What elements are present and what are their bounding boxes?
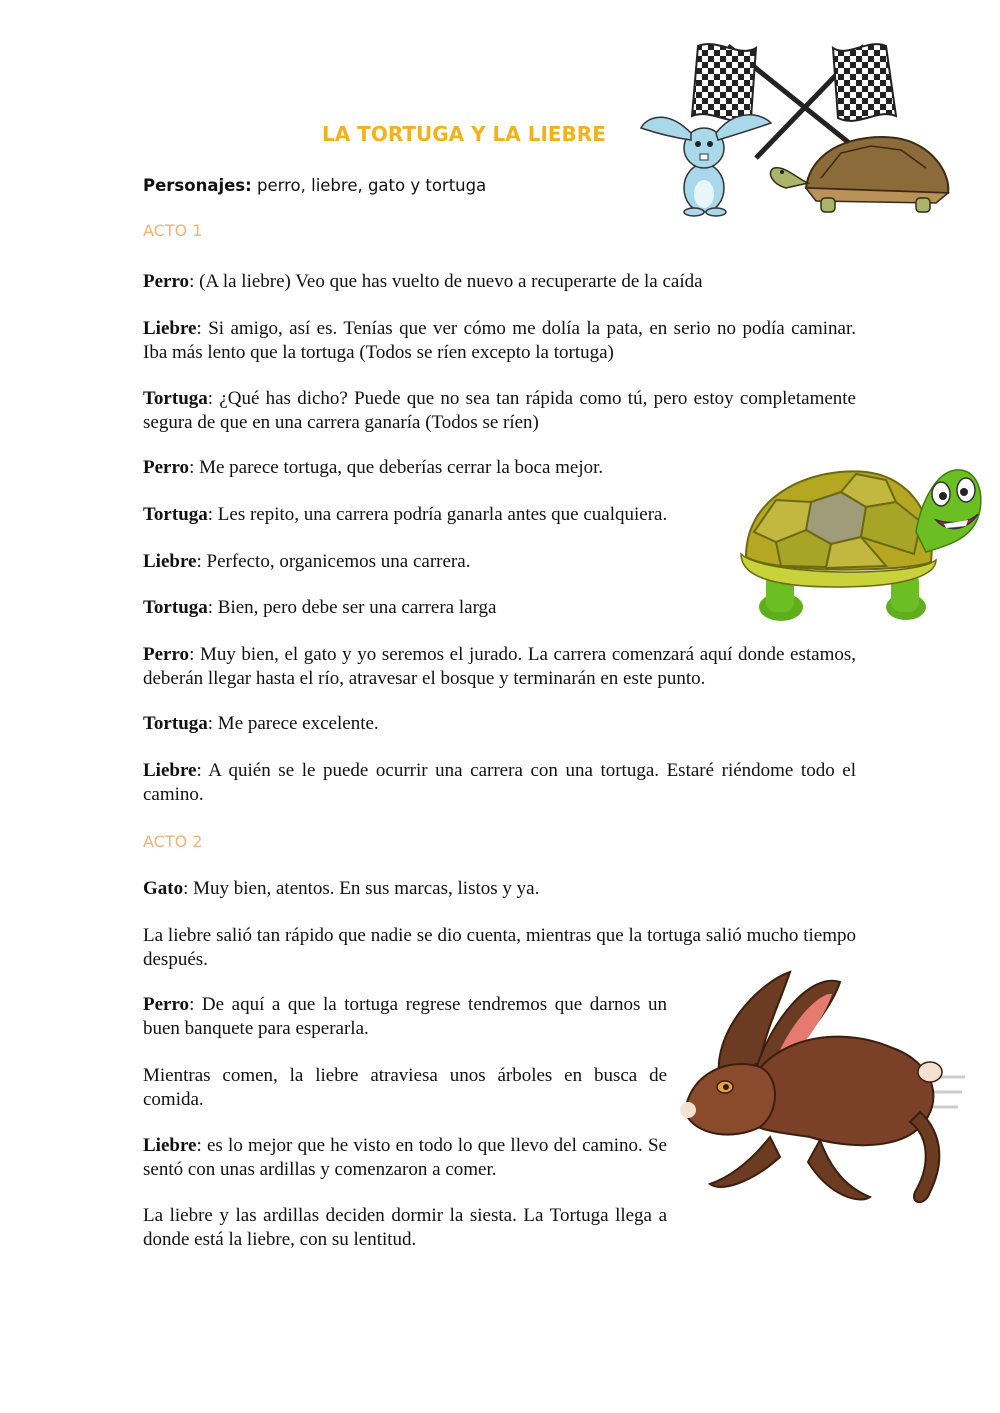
dialogue-line [143, 993, 667, 1041]
narration-line [143, 1064, 667, 1112]
speaker-name: Perro [143, 457, 190, 478]
bunny-icon [641, 115, 771, 216]
dialogue-text: : Si amigo, así es. Tenías que ver cómo me dolía la pata, en serio no podía caminar. Iba más lento que la tortuga (Todos se ríen excepto la tortuga) [143, 318, 856, 363]
speaker-name: Gato [143, 878, 184, 899]
speaker-name: Liebre [143, 760, 197, 781]
speaker-name: Perro [143, 644, 190, 665]
speaker-name: Liebre [143, 1135, 197, 1156]
dialogue-text: : ¿Qué has dicho? Puede que no sea tan rápida como tú, pero estoy completamente segura de que en una carrera ganaría (Todos se ríen) [143, 388, 856, 433]
dialogue-text: : Me parece excelente. [207, 713, 379, 734]
page-title: LA TORTUGA Y LA LIEBRE [322, 122, 606, 146]
turtle-icon [741, 470, 981, 621]
dialogue-text: : Perfecto, organicemos una carrera. [196, 551, 471, 572]
speaker-name: Perro [143, 271, 190, 292]
dialogue-text: : Muy bien, el gato y yo seremos el jurado. La carrera comenzará aquí donde estamos, deberán llegar hasta el río, atravesar el bosque y terminarán en este punto. [143, 644, 856, 689]
hare-icon [680, 972, 965, 1202]
turtle-icon [770, 137, 948, 212]
dialogue-line [143, 712, 856, 736]
speaker-name: Tortuga [143, 597, 208, 618]
dialogue-line [143, 270, 856, 294]
dialogue-text: : (A la liebre) Veo que has vuelto de nuevo a recuperarte de la caída [189, 271, 703, 292]
narration-text: Mientras comen, la liebre atraviesa unos árboles en busca de comida. [143, 1065, 667, 1110]
running-hare-illustration [680, 962, 965, 1212]
narration-text: La liebre y las ardillas deciden dormir la siesta. La Tortuga llega a donde está la liebre, con su lentitud. [143, 1205, 667, 1250]
speaker-name: Tortuga [143, 504, 208, 525]
act-1-heading: ACTO 1 [143, 221, 203, 240]
dialogue-text: : Me parece tortuga, que deberías cerrar la boca mejor. [189, 457, 604, 478]
characters-line [143, 176, 486, 195]
speaker-name: Tortuga [143, 388, 208, 409]
dialogue-line [143, 643, 856, 691]
characters-label: Personajes: [143, 176, 252, 195]
act-2-heading: ACTO 2 [143, 832, 203, 851]
characters-text: perro, liebre, gato y tortuga [251, 176, 487, 195]
narration-text: La liebre salió tan rápido que nadie se dio cuenta, mientras que la tortuga salió mucho tiempo después. [143, 925, 856, 970]
narration-line [143, 1204, 667, 1252]
dialogue-text: : De aquí a que la tortuga regrese tendremos que darnos un buen banquete para esperarla. [143, 994, 667, 1039]
cartoon-turtle-illustration [736, 462, 986, 627]
speaker-name: Liebre [143, 551, 197, 572]
dialogue-text: : A quién se le puede ocurrir una carrera con una tortuga. Estaré riéndome todo el camino. [143, 760, 856, 805]
speaker-name: Liebre [143, 318, 197, 339]
dialogue-text: : Muy bien, atentos. En sus marcas, listos y ya. [183, 878, 540, 899]
dialogue-text: : Bien, pero debe ser una carrera larga [207, 597, 497, 618]
speaker-name: Tortuga [143, 713, 208, 734]
dialogue-line [143, 759, 856, 807]
dialogue-line [143, 1134, 667, 1182]
dialogue-text: : Les repito, una carrera podría ganarla antes que cualquiera. [207, 504, 668, 525]
dialogue-line [143, 317, 856, 365]
dialogue-text: : es lo mejor que he visto en todo lo que llevo del camino. Se sentó con unas ardillas y comenzaron a comer. [143, 1135, 667, 1180]
speaker-name: Perro [143, 994, 190, 1015]
race-flags-illustration [636, 38, 956, 218]
dialogue-line [143, 877, 856, 901]
dialogue-line [143, 387, 856, 435]
